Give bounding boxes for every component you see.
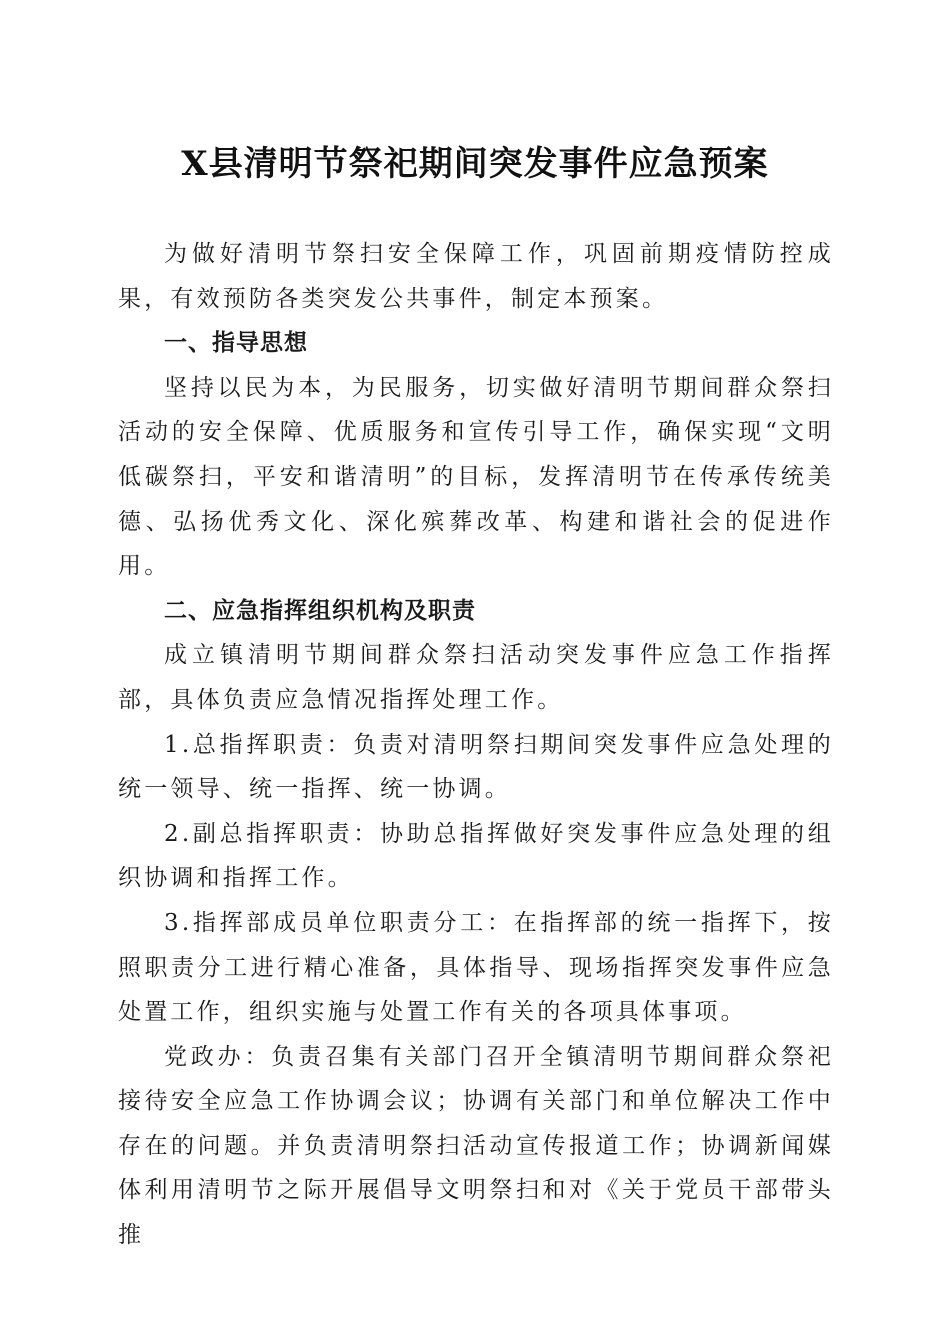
document-title: X县清明节祭祀期间突发事件应急预案	[181, 144, 769, 184]
member-units-duties-item: 3.指挥部成员单位职责分工：在指挥部的统一指挥下，按照职责分工进行精心准备，具体指导、现场指挥突发事件应急处置工作，组织实施与处置工作有关的各项具体事项。	[118, 909, 834, 1026]
command-organization-paragraph: 成立镇清明节期间群众祭扫活动突发事件应急工作指挥部，具体负责应急情况指挥处理工作。	[118, 642, 834, 713]
guiding-ideology-paragraph: 坚持以民为本，为民服务，切实做好清明节期间群众祭扫活动的安全保障、优质服务和宣传引导工作，确保实现“文明低碳祭扫，平安和谐清明”的目标，发挥清明节在传承传统美德、弘扬优秀文化、深化殡葬改革、构建和谐社会的促进作用。	[118, 374, 834, 580]
intro-paragraph: 为做好清明节祭扫安全保障工作，巩固前期疫情防控成果，有效预防各类突发公共事件，制定本预案。	[118, 241, 834, 312]
commander-duties-item: 1.总指挥职责：负责对清明祭扫期间突发事件应急处理的统一领导、统一指挥、统一协调。	[118, 731, 834, 803]
document-body	[118, 232, 834, 1258]
section-heading-guiding-ideology: 一、指导思想	[164, 330, 308, 357]
party-office-duties-paragraph: 党政办：负责召集有关部门召开全镇清明节期间群众祭祀接待安全应急工作协调会议；协调有关部门和单位解决工作中存在的问题。并负责清明祭扫活动宣传报道工作；协调新闻媒体利用清明节之际开展倡导文明祭扫和对《关于党员干部带头推	[118, 1043, 834, 1249]
deputy-commander-duties-item: 2.副总指挥职责：协助总指挥做好突发事件应急处理的组织协调和指挥工作。	[118, 820, 834, 892]
section-heading-command-organization: 二、应急指挥组织机构及职责	[164, 597, 476, 624]
